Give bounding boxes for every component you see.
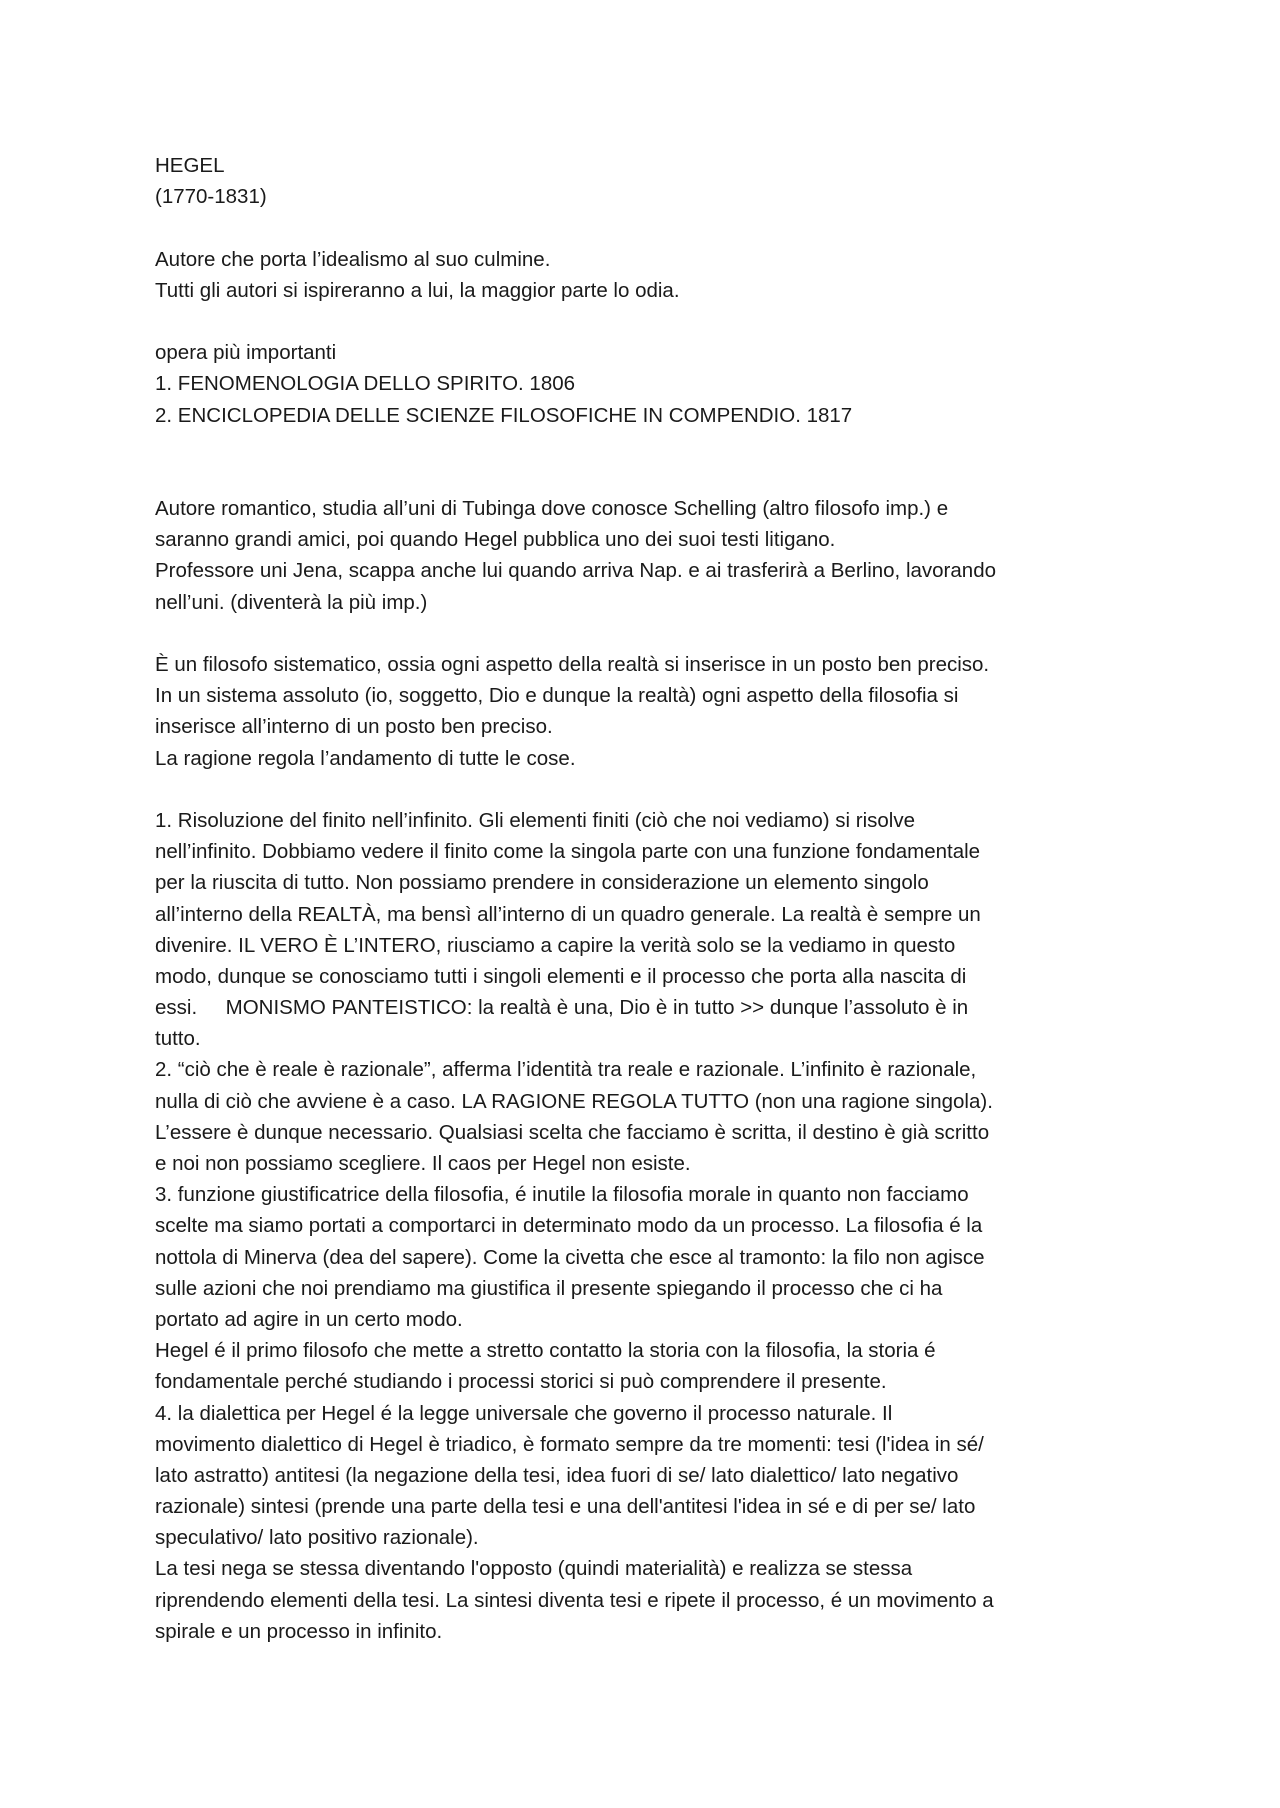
text-line: nottola di Minerva (dea del sapere). Come la civetta che esce al tramonto: la filo non agisce [155,1245,985,1269]
text-line: per la riuscita di tutto. Non possiamo prendere in considerazione un elemento singolo [155,871,929,895]
text-line: speculativo/ lato positivo razionale). [155,1526,479,1550]
text-line: sulle azioni che noi prendiamo ma giustifica il presente spiegando il processo che ci ha [155,1276,943,1300]
works-item: 1. FENOMENOLOGIA DELLO SPIRITO. 1806 [155,372,576,396]
text-line: e noi non possiamo scegliere. Il caos per Hegel non esiste. [155,1152,691,1176]
text-line: all’interno della REALTÀ, ma bensì all’interno di un quadro generale. La realtà è sempre un [155,902,981,926]
text-line: portato ad agire in un certo modo. [155,1307,463,1331]
text-line: razionale) sintesi (prende una parte della tesi e una dell'antitesi l'idea in sé e di per se/ lato [155,1495,976,1519]
text-line: La tesi nega se stessa diventando l'opposto (quindi materialità) e realizza se stessa [155,1557,913,1581]
text-line: Autore romantico, studia all’uni di Tubinga dove conosce Schelling (altro filosofo imp.) e [155,497,949,521]
works-section [155,337,1145,431]
text-line: scelte ma siamo portati a comportarci in determinato modo da un processo. La filosofia é la [155,1214,983,1238]
text-line: inserisce all’interno di un posto ben preciso. [155,715,553,739]
text-line: Tutti gli autori si ispireranno a lui, la maggior parte lo odia. [155,278,680,302]
text-line: essi. MONISMO PANTEISTICO: la realtà è una, Dio è in tutto >> dunque l’assoluto è in [155,996,969,1020]
text-line: In un sistema assoluto (io, soggetto, Dio e dunque la realtà) ogni aspetto della filosofia si [155,684,959,708]
document-title: HEGEL [155,154,225,177]
spacer [155,306,1145,337]
text-line: movimento dialettico di Hegel è triadico, è formato sempre da tre momenti: tesi (l'idea in sé/ [155,1432,984,1456]
spacer [155,431,1145,493]
text-line: 3. funzione giustificatrice della filosofia, é inutile la filosofia morale in quanto non facciamo [155,1183,969,1207]
text-line: 2. “ciò che è reale è razionale”, afferma l’identità tra reale e razionale. L’infinito è razionale, [155,1058,977,1082]
text-line: modo, dunque se conosciamo tutti i singoli elementi e il processo che porta alla nascita di [155,964,967,988]
text-line: 4. la dialettica per Hegel é la legge universale che governo il processo naturale. Il [155,1401,893,1425]
text-line: spirale e un processo in infinito. [155,1619,443,1643]
document-page [155,150,1145,1647]
spacer [155,212,1145,243]
text-line: fondamentale perché studiando i processi storici si può comprendere il presente. [155,1370,887,1394]
document-dates: (1770-1831) [155,185,267,209]
text-line: nulla di ciò che avviene è a caso. LA RAGIONE REGOLA TUTTO (non una ragione singola). [155,1089,993,1113]
text-line: divenire. IL VERO È L’INTERO, riusciamo a capire la verità solo se la vediamo in questo [155,933,956,957]
spacer [155,618,1145,649]
biography-section [155,493,1145,618]
points-section [155,805,1145,1647]
text-line: 1. Risoluzione del finito nell’infinito. Gli elementi finiti (ciò che noi vediamo) si risolve [155,808,915,832]
works-heading: opera più importanti [155,341,337,365]
text-line: Hegel é il primo filosofo che mette a stretto contatto la storia con la filosofia, la storia é [155,1339,936,1363]
works-item: 2. ENCICLOPEDIA DELLE SCIENZE FILOSOFICHE IN COMPENDIO. 1817 [155,403,853,427]
intro-section [155,244,1145,306]
text-line: nell’infinito. Dobbiamo vedere il finito come la singola parte con una funzione fondamentale [155,840,981,864]
text-line: La ragione regola l’andamento di tutte le cose. [155,746,576,770]
system-section [155,649,1145,774]
text-line: nell’uni. (diventerà la più imp.) [155,590,428,614]
text-line: tutto. [155,1027,201,1051]
text-line: L’essere è dunque necessario. Qualsiasi scelta che facciamo è scritta, il destino è già scritto [155,1120,990,1144]
text-line: saranno grandi amici, poi quando Hegel pubblica uno dei suoi testi litigano. [155,528,836,552]
text-line: lato astratto) antitesi (la negazione della tesi, idea fuori di se/ lato dialettico/ lato negativo [155,1463,959,1487]
text-line: È un filosofo sistematico, ossia ogni aspetto della realtà si inserisce in un posto ben preciso. [155,653,990,677]
spacer [155,774,1145,805]
text-line: Professore uni Jena, scappa anche lui quando arriva Nap. e ai trasferirà a Berlino, lavorando [155,559,996,583]
text-line: Autore che porta l’idealismo al suo culmine. [155,247,551,271]
text-line: riprendendo elementi della tesi. La sintesi diventa tesi e ripete il processo, é un movimento a [155,1588,994,1612]
